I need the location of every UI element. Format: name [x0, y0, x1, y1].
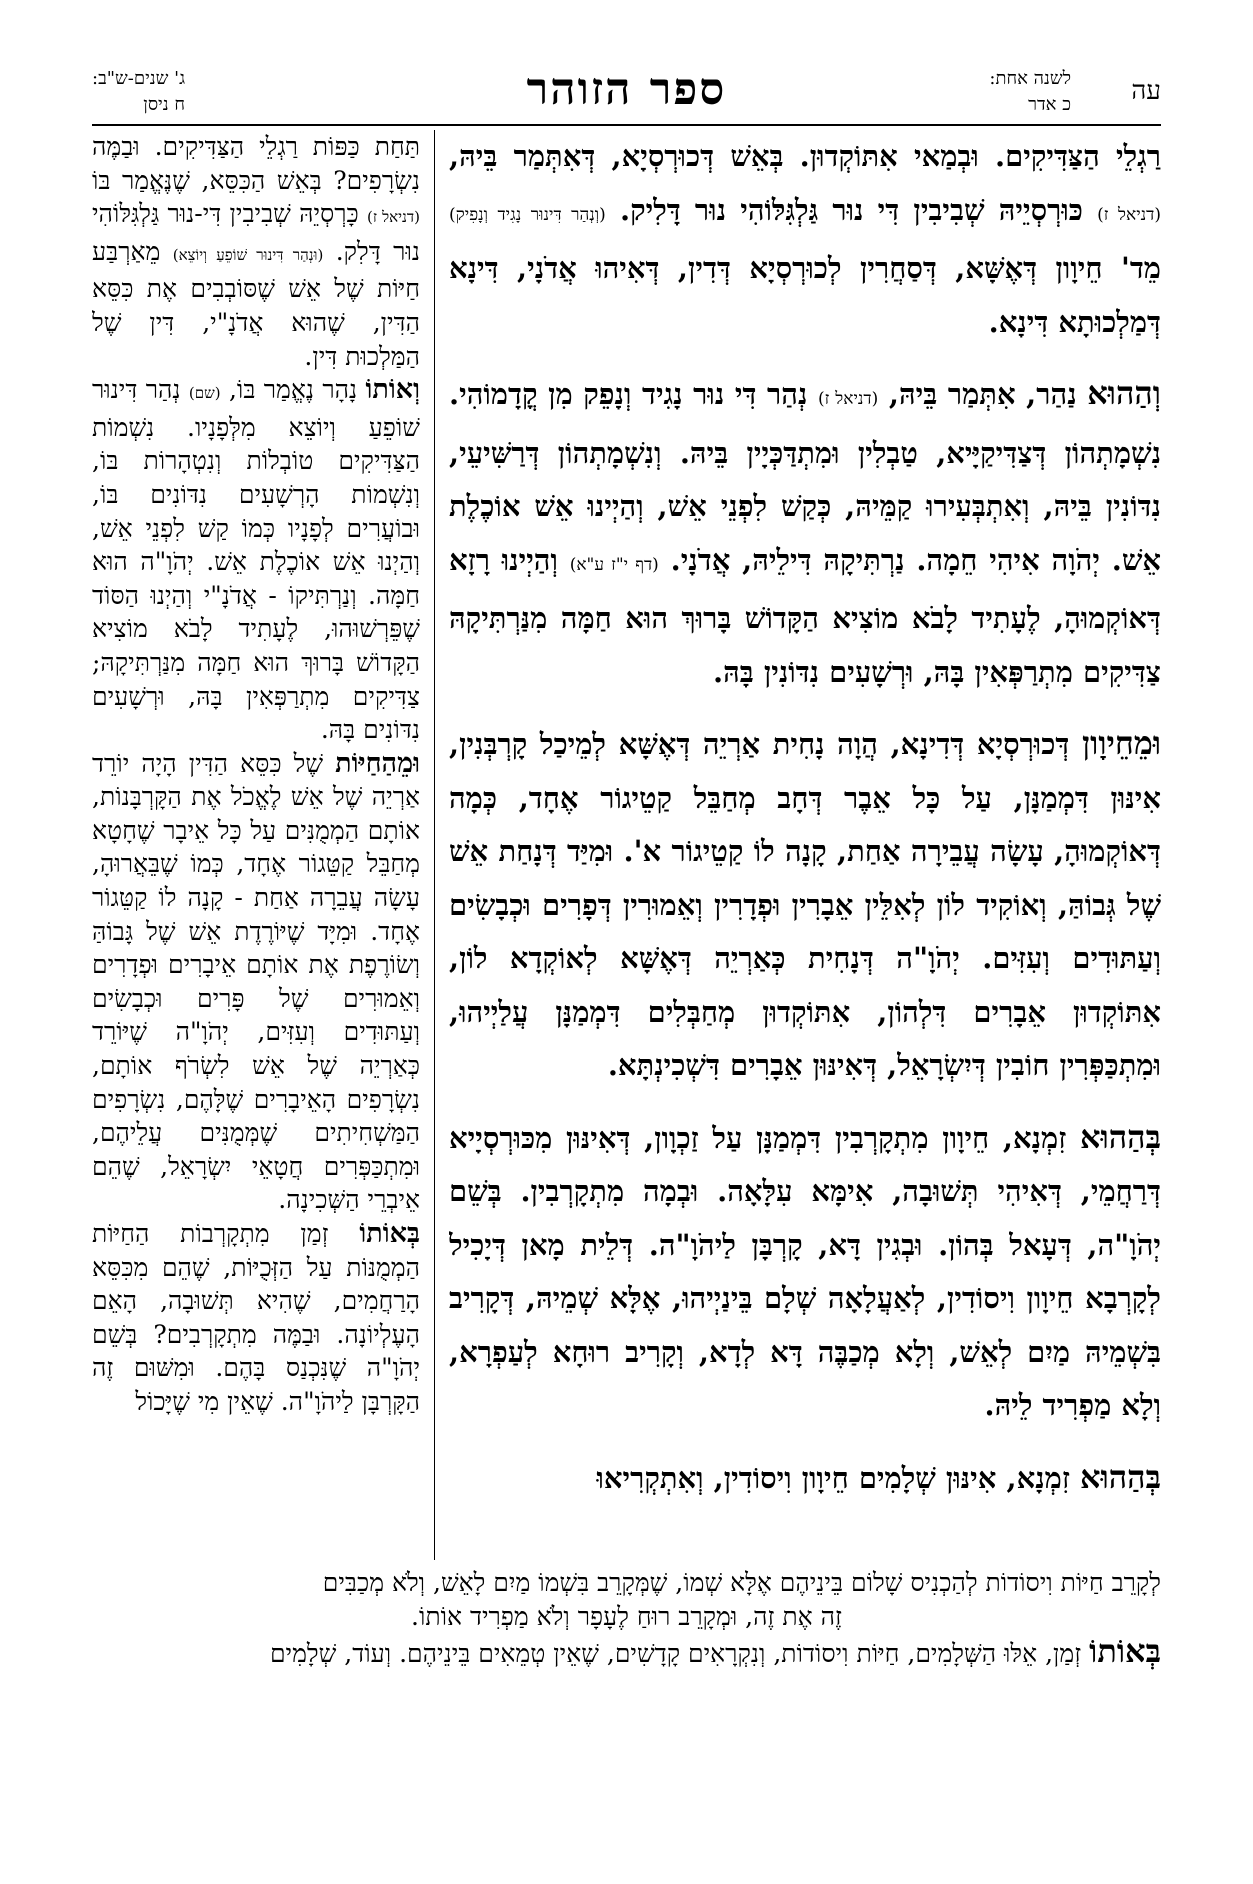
paragraph-lead-word: וּמֵהַחַיּוֹת — [335, 747, 420, 779]
schedule-one-year-label: לשנה אחת: — [989, 68, 1071, 89]
aramaic-paragraph-3 — [449, 717, 1161, 1093]
paragraph-lead-word: וְהַהוּא — [1087, 374, 1161, 412]
aramaic-text: זִמְנָא, אִינּוּן שְׁלָמִים חֵיוָון וִיסוֹדִין, וְאִתְקְרִיאוּ — [596, 1460, 1070, 1495]
bottom-translation — [92, 1566, 1161, 1671]
translation-text: מֵאַרְבַּע חַיּוֹת שֶׁל אֵשׁ שֶׁסּוֹבְבִים אֶת כִּסֵּא הַדִּין, שֶׁהוּא אֲדֹנָ"י, דִּין שֶׁל הַמַּלְכוּת דִּין. — [92, 236, 420, 371]
paragraph-lead-word: בְּאוֹתוֹ — [359, 1218, 420, 1249]
paragraph-lead-word: בְּאוֹתוֹ — [1089, 1632, 1161, 1670]
verse-reference: (שם) — [188, 384, 221, 403]
aramaic-paragraph-2 — [449, 367, 1161, 699]
book-title: ספר הזוהר — [526, 64, 727, 115]
paragraph-lead-word: בְּהַהוּא — [1080, 1117, 1161, 1156]
translation-paragraph-4 — [92, 1217, 420, 1419]
schedule-one-year-date: כ אדר — [1028, 94, 1071, 115]
aramaic-text: נְהַר דִּי נוּר נָגִיד וְנָפֵק מִן קֳדָמוֹהִי. נִשְׁמָתְהוֹן דְּצַדִּיקַיָּיא, טַבְלִין וּמִתְדַּכְּיָין בֵּיהּ. וְנִשְׁמָתְהוֹן דְּרַשִּׁיעֵי, נִדּוֹנִין בֵּיהּ, וְאִתְבְּעִירוּ קַמֵּיהּ, כְּקַשׁ לִפְנֵי אֵשׁ, וְהַיְינוּ אֵשׁ אוֹכֶלֶת אֵשׁ. יְהֹוָה אִיהִי חֵמָה. נַרְתִּיקָהּ דִּילֵיהּ, אֲדֹנָי. — [449, 377, 1161, 577]
verse-reference: (דניאל ז) — [818, 389, 879, 409]
aramaic-text: כּוּרְסְיֵיהּ שְׁבִיבִין דִּי נוּר גַּלְגִּלּוֹהִי נוּר דָּלִיק. — [619, 192, 1083, 227]
aramaic-paragraph-1 — [449, 130, 1161, 349]
translation-text: זְמַן מִתְקָרְבוֹת הַחַיּוֹת הַמְמֻנּוֹת עַל הַזְּכֻיּוֹת, שֶׁהֵם מִכִּסֵּא הָרַחֲמִים, שֶׁהִיא תְּשׁוּבָה, הָאֵם הָעֶלְיוֹנָה. וּבַמֶּה מִתְקָרְבִים? בְּשֵׁם יְהֹוָ"ה שֶׁנִּכְנַס בָּהֶם. וּמִשּׁוּם זֶה הַקָּרְבָּן לַיהֹוָ"ה. שֶׁאֵין מִי שֶׁיָּכוֹל — [92, 1219, 420, 1416]
aramaic-paragraph-5 — [449, 1451, 1161, 1506]
aramaic-text: רַגְלֵי הַצַּדִּיקִים. וּבְמַאי אִתּוֹקְדוּן. בְּאֵשׁ דְּכוּרְסְיָא, דְּאִתְּמַר בֵּיהּ, — [449, 139, 1161, 173]
paragraph-lead-word: וְאוֹתוֹ — [365, 374, 420, 406]
aramaic-text: דְּכוּרְסְיָא דְּדִינָא, הֲוָה נָחִית אַרְיֵה דְּאֶשָּׁא לְמֵיכַל קָרְבְּנִין, אִינּוּן דִּמְמַנָּן, עַל כָּל אֵבֶר דְּחָב מְחַבֵּל קַטֵיגוֹר אֶחָד, כְּמָה דְּאוֹקְמוּהָ, עָשָׂה עֲבֵירָה אַחַת, קָנָה לוֹ קַטֵיגוֹר א'. וּמִיַּד דְּנָחַת אֵשׁ שֶׁל גְּבוֹהַּ, וְאוֹקִיד לוֹן לְאִלֵּין אֵבָרִין וּפְדָרִין וְאֵמוּרִין דְּפָרִים וּכְבָשִׂים וְעַתּוּדִים וְעִזִּים. יְהֹוָ"ה דְּנָחִית כְּאַרְיֵה דְּאֶשָּׁא לְאוֹקְדָא לוֹן, אִתּוֹקְדוּן אֵבָרִים דִּלְהוֹן, אִתּוֹקְדוּן מְחַבְּלִים דִּמְמַנָּן עֲלַיְיהוּ, וּמִתְכַּפְּרִין חוֹבִין דְּיִשְׂרָאֵל, דְּאִינּוּן אֵבָרִים דִּשְׁכִינְתָּא. — [449, 727, 1161, 1082]
header-rule — [92, 124, 1161, 126]
verse-reference: (וְנְהַר דִּינוּר נָגִיד וְנָפִיק) — [449, 204, 606, 225]
schedule-three-years-label: ג' שנים-ש"ב: — [92, 68, 186, 89]
translation-text: זְמַן, אֵלּוּ הַשְּׁלָמִים, חַיּוֹת וִיסוֹדוֹת, וְנִקְרָאִים קָדָשִׁים, שֶׁאֵין טְמֵאִים בֵּינֵיהֶם. וְעוֹד, שְׁלָמִים — [269, 1639, 1082, 1668]
bottom-line-2: זֶה אֶת זֶה, וּמְקָרֵב רוּחַ לֶעָפָר וְלֹא מַפְרִיד אוֹתוֹ. — [411, 1602, 842, 1631]
hebrew-translation-column — [92, 130, 420, 1560]
folio-reference: (דף י"ז ע"א) — [569, 554, 659, 575]
paragraph-lead-word: וּמֵחֵיוָון — [1081, 724, 1161, 762]
column-divider — [434, 130, 435, 1560]
translation-paragraph-3 — [92, 747, 420, 1217]
translation-text: תַּחַת כַּפּוֹת רַגְלֵי הַצַּדִּיקִים. וּבַמֶּה נִשְׂרָפִים? בְּאֵשׁ הַכִּסֵּא, שֶׁנֶּאֱמַר בּוֹ — [92, 132, 420, 195]
schedule-three-years — [92, 66, 185, 118]
verse-reference: (וּנְהַר דִּינוּר שׁוֹפֵעַ וְיוֹצֵא) — [172, 245, 324, 264]
aramaic-paragraph-4 — [449, 1111, 1161, 1433]
bottom-line-1: לְקָרֵב חַיּוֹת וִיסוֹדוֹת לְהַכְנִיס שָׁלוֹם בֵּינֵיהֶם אֶלָּא שְׁמוֹ, שֶׁמְּקָרֵב בִּשְׁמוֹ מַיִם לָאֵשׁ, וְלֹא מְכַבִּים — [322, 1568, 1161, 1597]
paragraph-lead-word: בְּהַהוּא — [1080, 1457, 1161, 1496]
translation-text: שֶׁל כִּסֵּא הַדִּין הָיָה יוֹרֵד אַרְיֵה שֶׁל אֵשׁ לֶאֱכֹל אֶת הַקָּרְבָּנוֹת, אוֹתָם הַמְמֻנִּים עַל כָּל אֵיבָר שֶׁחָטָא מְחַבֵּל קַטֵּגוֹר אֶחָד, כְּמוֹ שֶׁבֵּאֲרוּהָ, עָשָׂה עֲבֵרָה אַחַת - קָנָה לוֹ קַטֵּגוֹר אֶחָד. וּמִיָּד שֶׁיּוֹרֶדֶת אֵשׁ שֶׁל גָּבוֹהַּ וְשׂוֹרֶפֶת אֶת אוֹתָם אֵיבָרִים וּפְדָרִים וְאֵמוּרִים שֶׁל פָּרִים וּכְבָשִׂים וְעַתּוּדִים וְעִזִּים, יְהֹוָ"ה שֶׁיּוֹרֵד כְּאַרְיֵה שֶׁל אֵשׁ לִשְׂרֹף אוֹתָם, נִשְׂרָפִים הָאֵיבָרִים שֶׁלָּהֶם, נִשְׂרָפִים הַמַּשְׁחִיתִים שֶׁמְּמֻנִּים עֲלֵיהֶם, וּמִתְכַּפְּרִים חֲטָאֵי יִשְׂרָאֵל, שֶׁהֵם אֵיבְרֵי הַשְּׁכִינָה. — [92, 748, 420, 1215]
translation-text: נְהַר דִּינוּר שׁוֹפֵעַ וְיוֹצֵא מִלְּפָנָיו. נִשְׁמוֹת הַצַּדִּיקִים טוֹבְלוֹת וְנִטְהָרוֹת בּוֹ, וְנִשְׁמוֹת הָרְשָׁעִים נִדּוֹנִים בּוֹ, וּבוֹעֲרִים לְפָנָיו כְּמוֹ קַשׁ לִפְנֵי אֵשׁ, וְהַיְנוּ אֵשׁ אוֹכֶלֶת אֵשׁ. יְהֹוָ"ה הוּא חַמָּה. וְנַרְתִּיקוֹ - אֲדֹנָ"י וְהַיְנוּ הַסּוֹד שֶׁפֵּרְשׁוּהוּ, לֶעָתִיד לָבֹא מוֹצִיא הַקָּדוֹשׁ בָּרוּךְ הוּא חַמָּה מִנַּרְתִּיקָהּ; צַדִּיקִים מִתְרַפְּאִין בָּהּ, וּרְשָׁעִים נִדּוֹנִים בָּהּ. — [92, 375, 420, 745]
aramaic-text: וְהַיְינוּ רָזָא דְּאוֹקְמוּהָ, לֶעָתִיד לָבֹא מוֹצִיא הַקָּדוֹשׁ בָּרוּךְ הוּא חַמָּה מִנַּרְתִּיקָהּ צַדִּיקִים מִתְרַפְּאִין בָּהּ, וּרְשָׁעִים נִדּוֹנִין בָּהּ. — [449, 542, 1161, 689]
schedule-three-years-date: ח ניסן — [143, 94, 186, 115]
aramaic-text: זִמְנָא, חֵיוָון מִתְקָרְבִין דִּמְמַנָּן עַל זַכְוָון, דְּאִינּוּן מִכּוּרְסְיָיא דְּרַחֲמֵי, דְּאִיהִי תְּשׁוּבָה, אִימָּא עִלָּאָה. וּבְמָה מִתְקָרְבִין. בְּשֵׁם יְהֹוָ"ה, דְּעָאל בְּהוֹן. וּבְגִין דָּא, קָרְבָּן לַיהֹוָ"ה. דְּלֵית מָאן דְּיָכִיל לְקָרְבָא חֵיוָון וִיסוֹדִין, לְאַעֲלָאָה שְׁלָם בֵּינַיְיהוּ, אֶלָּא שְׁמֵיהּ, דְּקָרִיב בִּשְׁמֵיהּ מַיִם לְאֵשׁ, וְלָא מְכַבֶּה דָּא לְדָא, וְקָרִיב רוּחָא לְעַפְרָא, וְלָא מַפְרִיד לֵיהּ. — [449, 1120, 1161, 1422]
translation-paragraph-1 — [92, 130, 420, 373]
aramaic-text: נַהַר, אִתְּמַר בֵּיהּ, — [888, 377, 1077, 411]
verse-reference: (דניאל ז) — [366, 208, 420, 227]
translation-text: כָּרְסְיֵהּ שְׁבִיבִין דִּי-נוּר גַּלְגִּלּוֹהִי נוּר דָּלִק. — [92, 199, 420, 266]
page-number: עה — [1131, 76, 1161, 106]
bottom-line-3 — [92, 1634, 1161, 1671]
translation-text: נָהָר נֶאֱמַר בּוֹ, — [228, 375, 358, 405]
aramaic-text: מֵד' חֵיוָון דְּאֶשָּׁא, דְּסַחֲרִין לְכוּרְסְיָא דְּדִין, דְּאִיהוּ אֲדֹנָי, דִּינָא דְּמַלְכוּתָא דִּינָא. — [449, 251, 1161, 339]
verse-reference: (דניאל ז) — [1097, 204, 1161, 225]
translation-paragraph-2 — [92, 373, 420, 747]
page-header — [92, 64, 1161, 120]
aramaic-column — [449, 130, 1161, 1560]
